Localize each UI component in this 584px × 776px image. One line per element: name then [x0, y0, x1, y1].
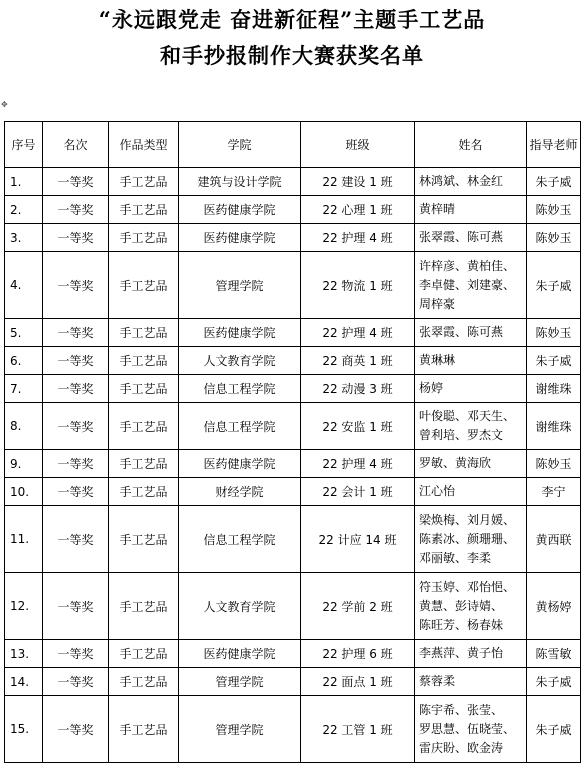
header-teacher: 指导老师 [527, 122, 581, 168]
cell-no: 8. [5, 403, 43, 450]
cell-teacher: 陈妙玉 [527, 319, 581, 347]
name-line: 罗思慧、伍晓莹、 [419, 721, 516, 736]
cell-rank: 一等奖 [43, 319, 109, 347]
table-row [5, 168, 581, 196]
cell-rank: 一等奖 [43, 403, 109, 450]
header-row [5, 122, 581, 168]
cell-no: 7. [5, 375, 43, 403]
table-row [5, 450, 581, 478]
table-row [5, 403, 581, 450]
cell-college: 信息工程学院 [179, 506, 301, 573]
cell-no: 12. [5, 573, 43, 640]
cell-no: 9. [5, 450, 43, 478]
cell-teacher: 陈妙玉 [527, 224, 581, 252]
cell-type: 手工艺品 [109, 640, 179, 668]
title-line-2: 和手抄报制作大赛获奖名单 [160, 43, 424, 68]
cell-type: 手工艺品 [109, 573, 179, 640]
cell-class: 22 护理 4 班 [301, 224, 415, 252]
cell-names [415, 347, 527, 375]
cell-class: 22 计应 14 班 [301, 506, 415, 573]
cell-names [415, 478, 527, 506]
table-row [5, 506, 581, 573]
cell-names [415, 668, 527, 696]
cell-class: 22 面点 1 班 [301, 668, 415, 696]
cell-names [415, 506, 527, 573]
name-line: 梁焕梅、刘月媛、 [419, 512, 516, 527]
cell-rank: 一等奖 [43, 347, 109, 375]
award-table [4, 121, 581, 763]
cell-class: 22 护理 4 班 [301, 319, 415, 347]
cell-rank: 一等奖 [43, 478, 109, 506]
cell-rank: 一等奖 [43, 450, 109, 478]
header-rank: 名次 [43, 122, 109, 168]
cell-class: 22 工管 1 班 [301, 696, 415, 763]
cell-teacher: 朱子威 [527, 696, 581, 763]
cell-class: 22 商英 1 班 [301, 347, 415, 375]
name-line: 叶俊聪、邓天生、 [419, 409, 516, 423]
title-line-1: “永远跟党走 奋进新征程”主题手工艺品 [98, 7, 486, 32]
cell-names [415, 375, 527, 403]
cell-names [415, 224, 527, 252]
cell-college: 财经学院 [179, 478, 301, 506]
name-line: 许梓彦、黄柏佳、 [419, 258, 516, 273]
cell-type: 手工艺品 [109, 450, 179, 478]
cell-teacher: 黄杨婷 [527, 573, 581, 640]
cell-rank: 一等奖 [43, 196, 109, 224]
cell-no: 13. [5, 640, 43, 668]
name-line: 张翠霞、陈可燕 [419, 325, 504, 339]
cell-college: 信息工程学院 [179, 375, 301, 403]
cell-type: 手工艺品 [109, 252, 179, 319]
table-row [5, 573, 581, 640]
cell-teacher: 黄西联 [527, 506, 581, 573]
name-line: 杨婷 [419, 381, 444, 395]
cell-teacher: 朱子威 [527, 168, 581, 196]
table-row [5, 696, 581, 763]
cell-no: 1. [5, 168, 43, 196]
cell-college: 管理学院 [179, 252, 301, 319]
cell-names [415, 696, 527, 763]
name-line: 罗敏、黄海欣 [419, 456, 492, 470]
cell-no: 11. [5, 506, 43, 573]
table-row [5, 375, 581, 403]
cell-teacher: 陈雪敏 [527, 640, 581, 668]
cell-names [415, 319, 527, 347]
name-line: 雷庆盼、欧金涛 [419, 740, 504, 755]
cell-college: 管理学院 [179, 696, 301, 763]
cell-type: 手工艺品 [109, 696, 179, 763]
table-row [5, 478, 581, 506]
cell-names [415, 252, 527, 319]
name-line: 蔡蓉柔 [419, 674, 456, 688]
header-class: 班级 [301, 122, 415, 168]
name-line: 陈素冰、颜珊珊、 [419, 531, 516, 546]
header-names: 姓名 [415, 122, 527, 168]
cell-college: 医药健康学院 [179, 196, 301, 224]
cell-type: 手工艺品 [109, 319, 179, 347]
cell-teacher: 朱子威 [527, 347, 581, 375]
cell-rank: 一等奖 [43, 252, 109, 319]
name-line: 陈旺芳、杨春妹 [419, 617, 504, 632]
table-row [5, 196, 581, 224]
cell-type: 手工艺品 [109, 375, 179, 403]
cell-class: 22 会计 1 班 [301, 478, 415, 506]
cell-type: 手工艺品 [109, 168, 179, 196]
name-line: 黄慧、彭诗婧、 [419, 598, 504, 613]
name-line: 李燕萍、黄子怡 [419, 646, 504, 660]
anchor-icon: ✥ [1, 100, 8, 109]
cell-college: 医药健康学院 [179, 450, 301, 478]
name-line: 黄梓晴 [419, 202, 456, 216]
name-line: 邓丽敏、李柔 [419, 550, 492, 565]
name-line: 黄琳琳 [419, 353, 456, 367]
cell-rank: 一等奖 [43, 168, 109, 196]
name-line: 曾利培、罗杰文 [419, 428, 504, 442]
cell-college: 医药健康学院 [179, 224, 301, 252]
cell-no: 2. [5, 196, 43, 224]
cell-class: 22 动漫 3 班 [301, 375, 415, 403]
cell-rank: 一等奖 [43, 506, 109, 573]
cell-class: 22 心理 1 班 [301, 196, 415, 224]
table-row [5, 668, 581, 696]
cell-names [415, 640, 527, 668]
cell-no: 15. [5, 696, 43, 763]
cell-no: 3. [5, 224, 43, 252]
cell-college: 医药健康学院 [179, 640, 301, 668]
cell-names [415, 450, 527, 478]
cell-no: 4. [5, 252, 43, 319]
name-line: 陈宇希、张莹、 [419, 702, 504, 717]
cell-names [415, 573, 527, 640]
cell-type: 手工艺品 [109, 347, 179, 375]
cell-type: 手工艺品 [109, 403, 179, 450]
table-row [5, 224, 581, 252]
cell-teacher: 谢维珠 [527, 375, 581, 403]
cell-names [415, 403, 527, 450]
header-no: 序号 [5, 122, 43, 168]
cell-rank: 一等奖 [43, 640, 109, 668]
cell-type: 手工艺品 [109, 506, 179, 573]
cell-class: 22 学前 2 班 [301, 573, 415, 640]
cell-rank: 一等奖 [43, 375, 109, 403]
table-row [5, 252, 581, 319]
cell-college: 管理学院 [179, 668, 301, 696]
table-row [5, 319, 581, 347]
header-college: 学院 [179, 122, 301, 168]
header-type: 作品类型 [109, 122, 179, 168]
cell-type: 手工艺品 [109, 224, 179, 252]
cell-rank: 一等奖 [43, 696, 109, 763]
cell-teacher: 谢维珠 [527, 403, 581, 450]
cell-teacher: 李宁 [527, 478, 581, 506]
cell-class: 22 安监 1 班 [301, 403, 415, 450]
cell-type: 手工艺品 [109, 196, 179, 224]
cell-no: 10. [5, 478, 43, 506]
cell-college: 人文教育学院 [179, 347, 301, 375]
cell-no: 6. [5, 347, 43, 375]
name-line: 江心怡 [419, 484, 456, 498]
name-line: 李卓健、刘建豪、 [419, 277, 516, 292]
name-line: 林鸿斌、林金红 [419, 174, 504, 188]
cell-rank: 一等奖 [43, 573, 109, 640]
name-line: 符玉婷、邓怡悒、 [419, 579, 516, 594]
cell-teacher: 陈妙玉 [527, 196, 581, 224]
table-row [5, 640, 581, 668]
table-row [5, 347, 581, 375]
cell-teacher: 朱子威 [527, 252, 581, 319]
cell-class: 22 护理 4 班 [301, 450, 415, 478]
cell-teacher: 陈妙玉 [527, 450, 581, 478]
cell-names [415, 168, 527, 196]
cell-teacher: 朱子威 [527, 668, 581, 696]
cell-rank: 一等奖 [43, 224, 109, 252]
cell-class: 22 护理 6 班 [301, 640, 415, 668]
cell-college: 建筑与设计学院 [179, 168, 301, 196]
cell-type: 手工艺品 [109, 478, 179, 506]
cell-rank: 一等奖 [43, 668, 109, 696]
name-line: 张翠霞、陈可燕 [419, 230, 504, 244]
cell-college: 医药健康学院 [179, 319, 301, 347]
cell-college: 信息工程学院 [179, 403, 301, 450]
cell-no: 5. [5, 319, 43, 347]
cell-type: 手工艺品 [109, 668, 179, 696]
name-line: 周梓豪 [419, 296, 456, 311]
cell-college: 人文教育学院 [179, 573, 301, 640]
cell-names [415, 196, 527, 224]
cell-class: 22 物流 1 班 [301, 252, 415, 319]
cell-no: 14. [5, 668, 43, 696]
cell-class: 22 建设 1 班 [301, 168, 415, 196]
